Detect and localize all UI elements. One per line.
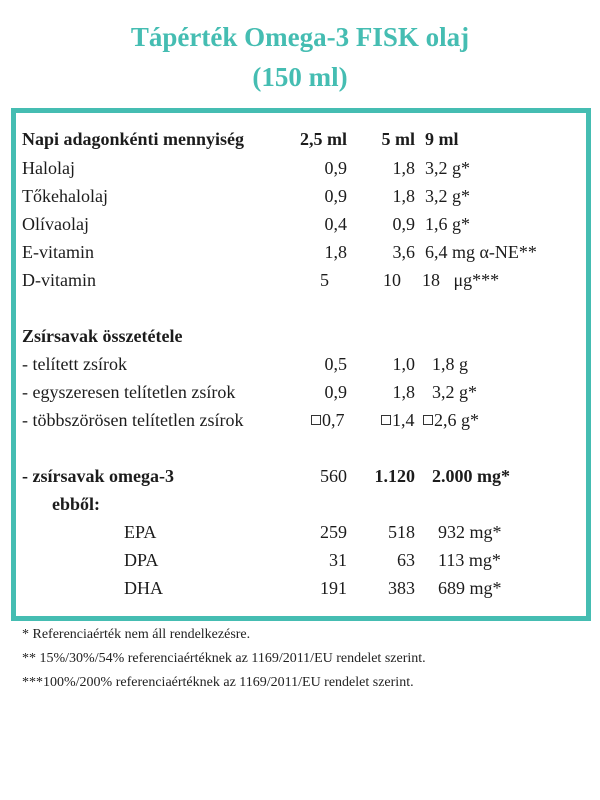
row-value-5ml: 0,9 <box>392 214 415 234</box>
row-value-5ml: 3,6 <box>392 242 415 262</box>
row-name: EPA <box>124 522 157 542</box>
row-value-9ml: 932 mg* <box>438 522 502 542</box>
row-name: - egyszeresen telítetlen zsírok <box>22 382 236 402</box>
row-value-5ml: 518 <box>388 522 415 542</box>
row-name: Tőkehalolaj <box>22 186 108 206</box>
row-value-2-5ml: 0,9 <box>324 158 347 178</box>
header-col-9ml: 9 ml <box>425 129 459 149</box>
row-value-9ml: 18 μg*** <box>422 270 500 290</box>
row-name: E-vitamin <box>22 242 94 262</box>
row-value-2-5ml: 0,9 <box>324 382 347 402</box>
footnote: ** 15%/30%/54% referenciaértéknek az 1169/2011/EU rendelet szerint. <box>22 651 426 666</box>
row-value-2-5ml: 1,8 <box>324 242 347 262</box>
row-value-5ml: 1,8 <box>392 382 415 402</box>
row-value-9ml: 1,8 g <box>432 354 468 374</box>
row-name: Halolaj <box>22 158 75 178</box>
header-col-2-5ml: 2,5 ml <box>300 129 347 149</box>
row-name: D-vitamin <box>22 270 96 290</box>
row-name: DPA <box>124 550 159 570</box>
row-name: DHA <box>124 578 163 598</box>
row-value-2-5ml: 5 <box>320 270 329 290</box>
row-value-2-5ml: 0,7 <box>311 409 345 431</box>
header-col-5ml: 5 ml <box>381 129 415 149</box>
row-value-9ml: 689 mg* <box>438 578 502 598</box>
omega3-label: - zsírsavak omega-3 <box>22 466 174 486</box>
row-value-9ml: 3,2 g* <box>425 158 470 178</box>
row-value-2-5ml: 259 <box>320 522 347 542</box>
section-heading-fatty-acids: Zsírsavak összetétele <box>22 326 183 346</box>
row-name: - többszörösen telítetlen zsírok <box>22 410 244 430</box>
row-value-5ml: 1,4 <box>381 409 415 431</box>
row-value-5ml: 383 <box>388 578 415 598</box>
row-value-5ml: 1,8 <box>392 158 415 178</box>
row-value-9ml: 1,6 g* <box>425 214 470 234</box>
omega3-value-9ml: 2.000 mg* <box>432 466 510 486</box>
omega3-value-2-5ml: 560 <box>320 466 347 486</box>
row-value-2-5ml: 31 <box>329 550 347 570</box>
footnote: * Referenciaérték nem áll rendelkezésre. <box>22 627 251 642</box>
row-value-2-5ml: 0,9 <box>324 186 347 206</box>
square-glyph-icon <box>381 415 391 425</box>
square-glyph-icon <box>423 415 433 425</box>
row-value-2-5ml: 0,5 <box>324 354 347 374</box>
row-value-5ml: 10 <box>383 270 401 290</box>
row-value-9ml: 2,6 g* <box>423 409 479 431</box>
row-value-2-5ml: 191 <box>320 578 347 598</box>
row-value-2-5ml: 0,4 <box>324 214 347 234</box>
row-value-9ml: 3,2 g* <box>432 382 477 402</box>
omega3-value-5ml: 1.120 <box>374 466 415 486</box>
row-value-5ml: 1,0 <box>392 354 415 374</box>
header-label: Napi adagonkénti mennyiség <box>22 129 245 149</box>
row-value-9ml: 3,2 g* <box>425 186 470 206</box>
footnote: ***100%/200% referenciaértéknek az 1169/2011/EU rendelet szerint. <box>22 675 414 690</box>
square-glyph-icon <box>311 415 321 425</box>
row-value-5ml: 63 <box>397 550 415 570</box>
page-title: Tápérték Omega-3 FISK olaj <box>130 22 470 52</box>
row-value-9ml: 6,4 mg α-NE** <box>425 242 537 262</box>
row-value-5ml: 1,8 <box>392 186 415 206</box>
row-value-9ml: 113 mg* <box>438 550 501 570</box>
row-name: Olívaolaj <box>22 214 89 234</box>
page-subtitle: (150 ml) <box>252 62 348 92</box>
row-name: - telített zsírok <box>22 354 127 374</box>
of-which-label: ebből: <box>52 494 101 514</box>
